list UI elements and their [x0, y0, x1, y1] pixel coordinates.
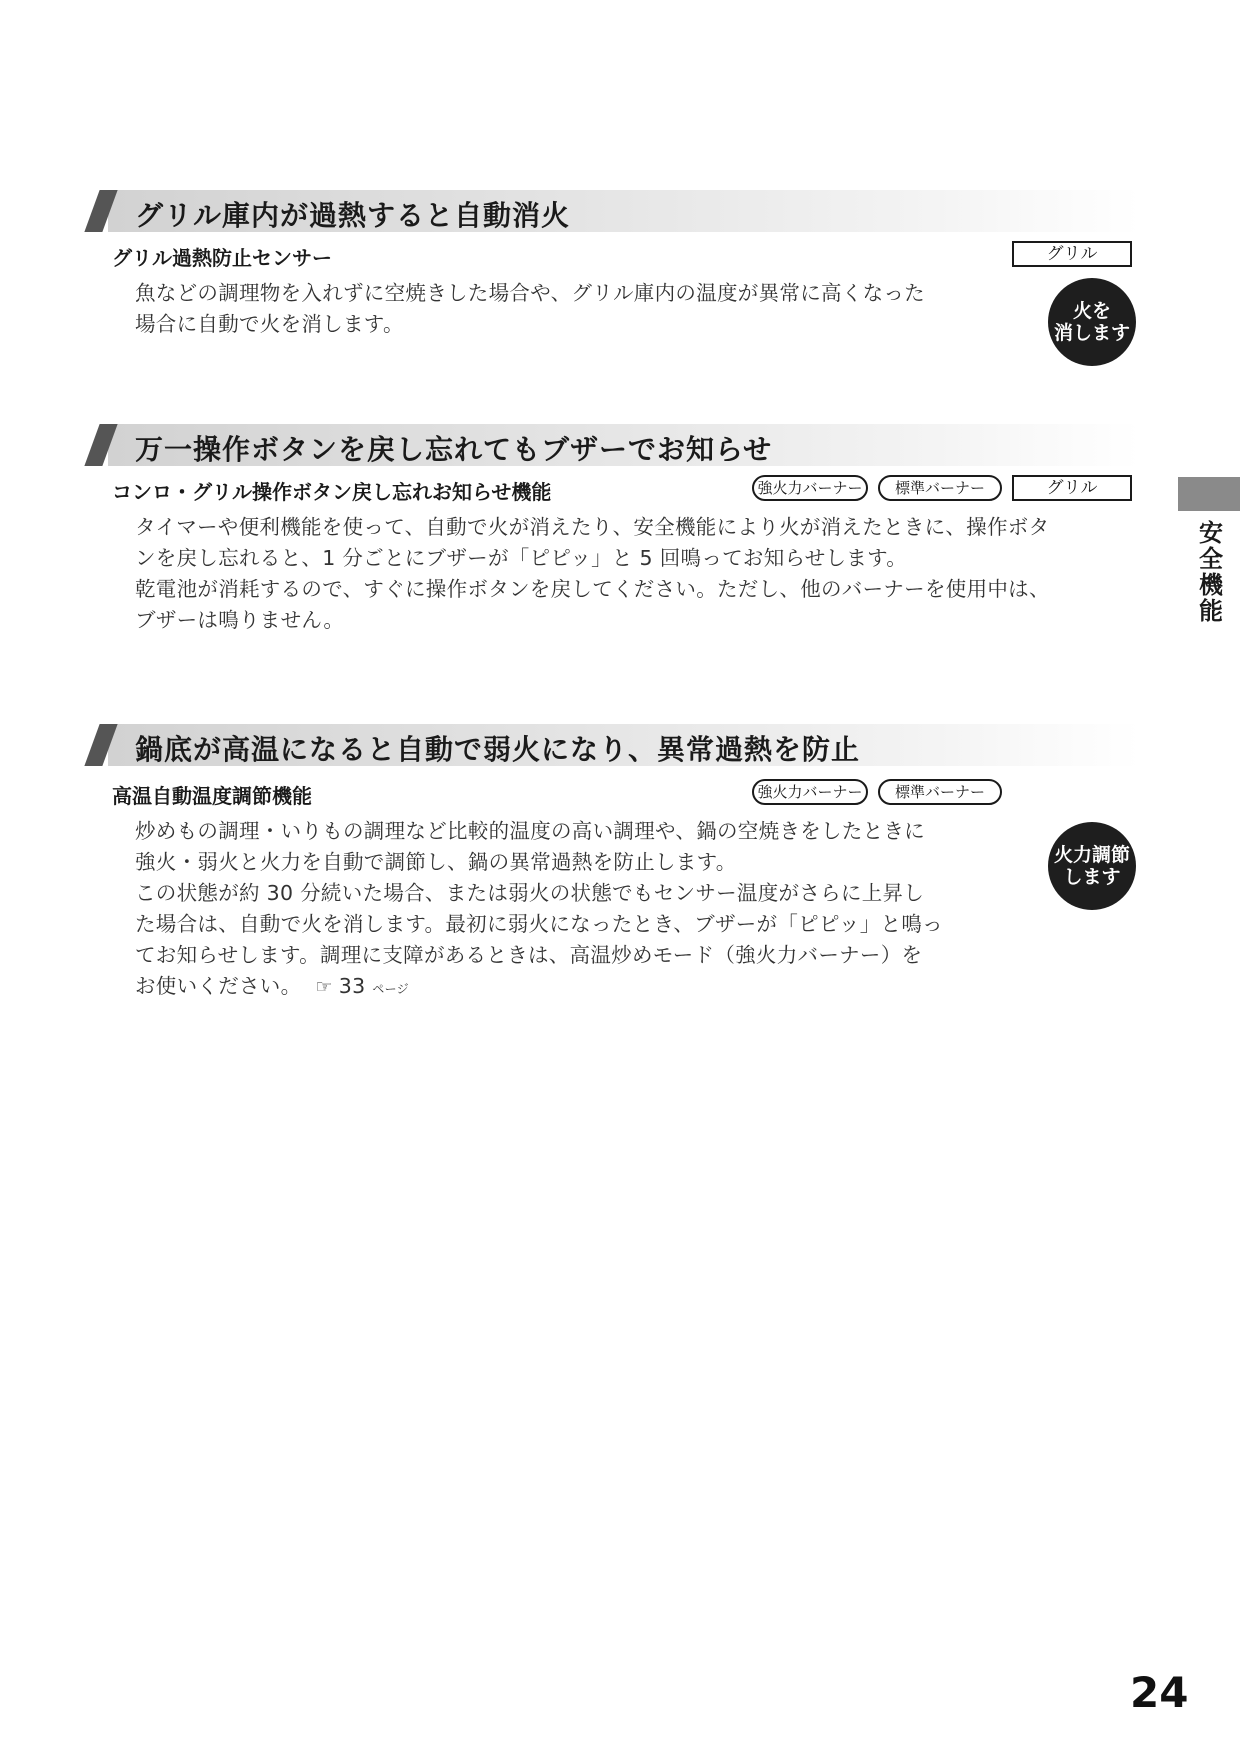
badge-line: 火力調節 [1053, 844, 1130, 866]
page-number: 24 [1130, 1668, 1189, 1717]
text-line: お使いください。 [135, 974, 302, 998]
badge-line: 消します [1053, 322, 1130, 344]
text-line: 強火・弱火と火力を自動で調節し、鍋の異常過熱を防止します。 [135, 850, 737, 874]
paragraph [135, 878, 1015, 971]
feature-name: コンロ・グリル操作ボタン戻し忘れお知らせ機能 [112, 480, 552, 504]
text-line: 場合に自動で火を消します。 [135, 312, 404, 336]
paragraph [135, 512, 1145, 574]
text-line: この状態が約 30 分続いた場合、または弱火の状態でもセンサー温度がさらに上昇し [135, 881, 925, 905]
paragraph [135, 278, 1015, 340]
section-title: 万一操作ボタンを戻し忘れてもブザーでお知らせ [135, 433, 773, 466]
tag-grill: グリル [1012, 475, 1132, 501]
tag-standard-burner: 標準バーナー [878, 779, 1002, 805]
section-body [135, 278, 1015, 340]
paragraph [135, 574, 1145, 636]
badge-line: 火を [1072, 300, 1111, 322]
tag-grill: グリル [1012, 241, 1132, 267]
tag-standard-burner: 標準バーナー [878, 475, 1002, 501]
section-body [135, 816, 1015, 1005]
reference-page: 33 [338, 974, 366, 998]
tag-strong-burner: 強火力バーナー [752, 475, 868, 501]
section-body [135, 512, 1145, 636]
text-line: 魚などの調理物を入れずに空焼きした場合や、グリル庫内の温度が異常に高くなった [135, 281, 925, 305]
chapter-tab-marker [1178, 477, 1240, 511]
feature-name: グリル過熱防止センサー [112, 246, 332, 270]
reference-unit: ページ [372, 982, 409, 996]
text-line: ンを戻し忘れると、1 分ごとにブザーが「ピピッ」と 5 回鳴ってお知らせします。 [135, 546, 908, 570]
feature-name: 高温自動温度調節機能 [112, 784, 312, 808]
section-title: グリル庫内が過熱すると自動消火 [135, 199, 571, 232]
pointing-hand-icon: ☞ [315, 976, 333, 998]
text-line: 乾電池が消耗するので、すぐに操作ボタンを戻してください。ただし、他のバーナーを使用中は、 [135, 577, 1050, 601]
paragraph [135, 816, 1015, 878]
chapter-tab-label: 安全機能 [1194, 520, 1224, 624]
text-line: た場合は、自動で火を消します。最初に弱火になったとき、ブザーが「ピピッ」と鳴っ [135, 912, 943, 936]
heat-adjust-badge [1048, 822, 1136, 910]
text-line: タイマーや便利機能を使って、自動で火が消えたり、安全機能により火が消えたときに、操作ボタ [135, 515, 1050, 539]
section-title: 鍋底が高温になると自動で弱火になり、異常過熱を防止 [135, 733, 861, 766]
text-line: 炒めもの調理・いりもの調理など比較的温度の高い調理や、鍋の空焼きをしたときに [135, 819, 925, 843]
text-line: ブザーは鳴りません。 [135, 608, 345, 632]
extinguish-badge [1048, 278, 1136, 366]
badge-line: します [1063, 866, 1121, 888]
tag-strong-burner: 強火力バーナー [752, 779, 868, 805]
paragraph [135, 971, 1015, 1005]
page-reference [301, 974, 409, 998]
text-line: てお知らせします。調理に支障があるときは、高温炒めモード（強火力バーナー）を [135, 943, 923, 967]
